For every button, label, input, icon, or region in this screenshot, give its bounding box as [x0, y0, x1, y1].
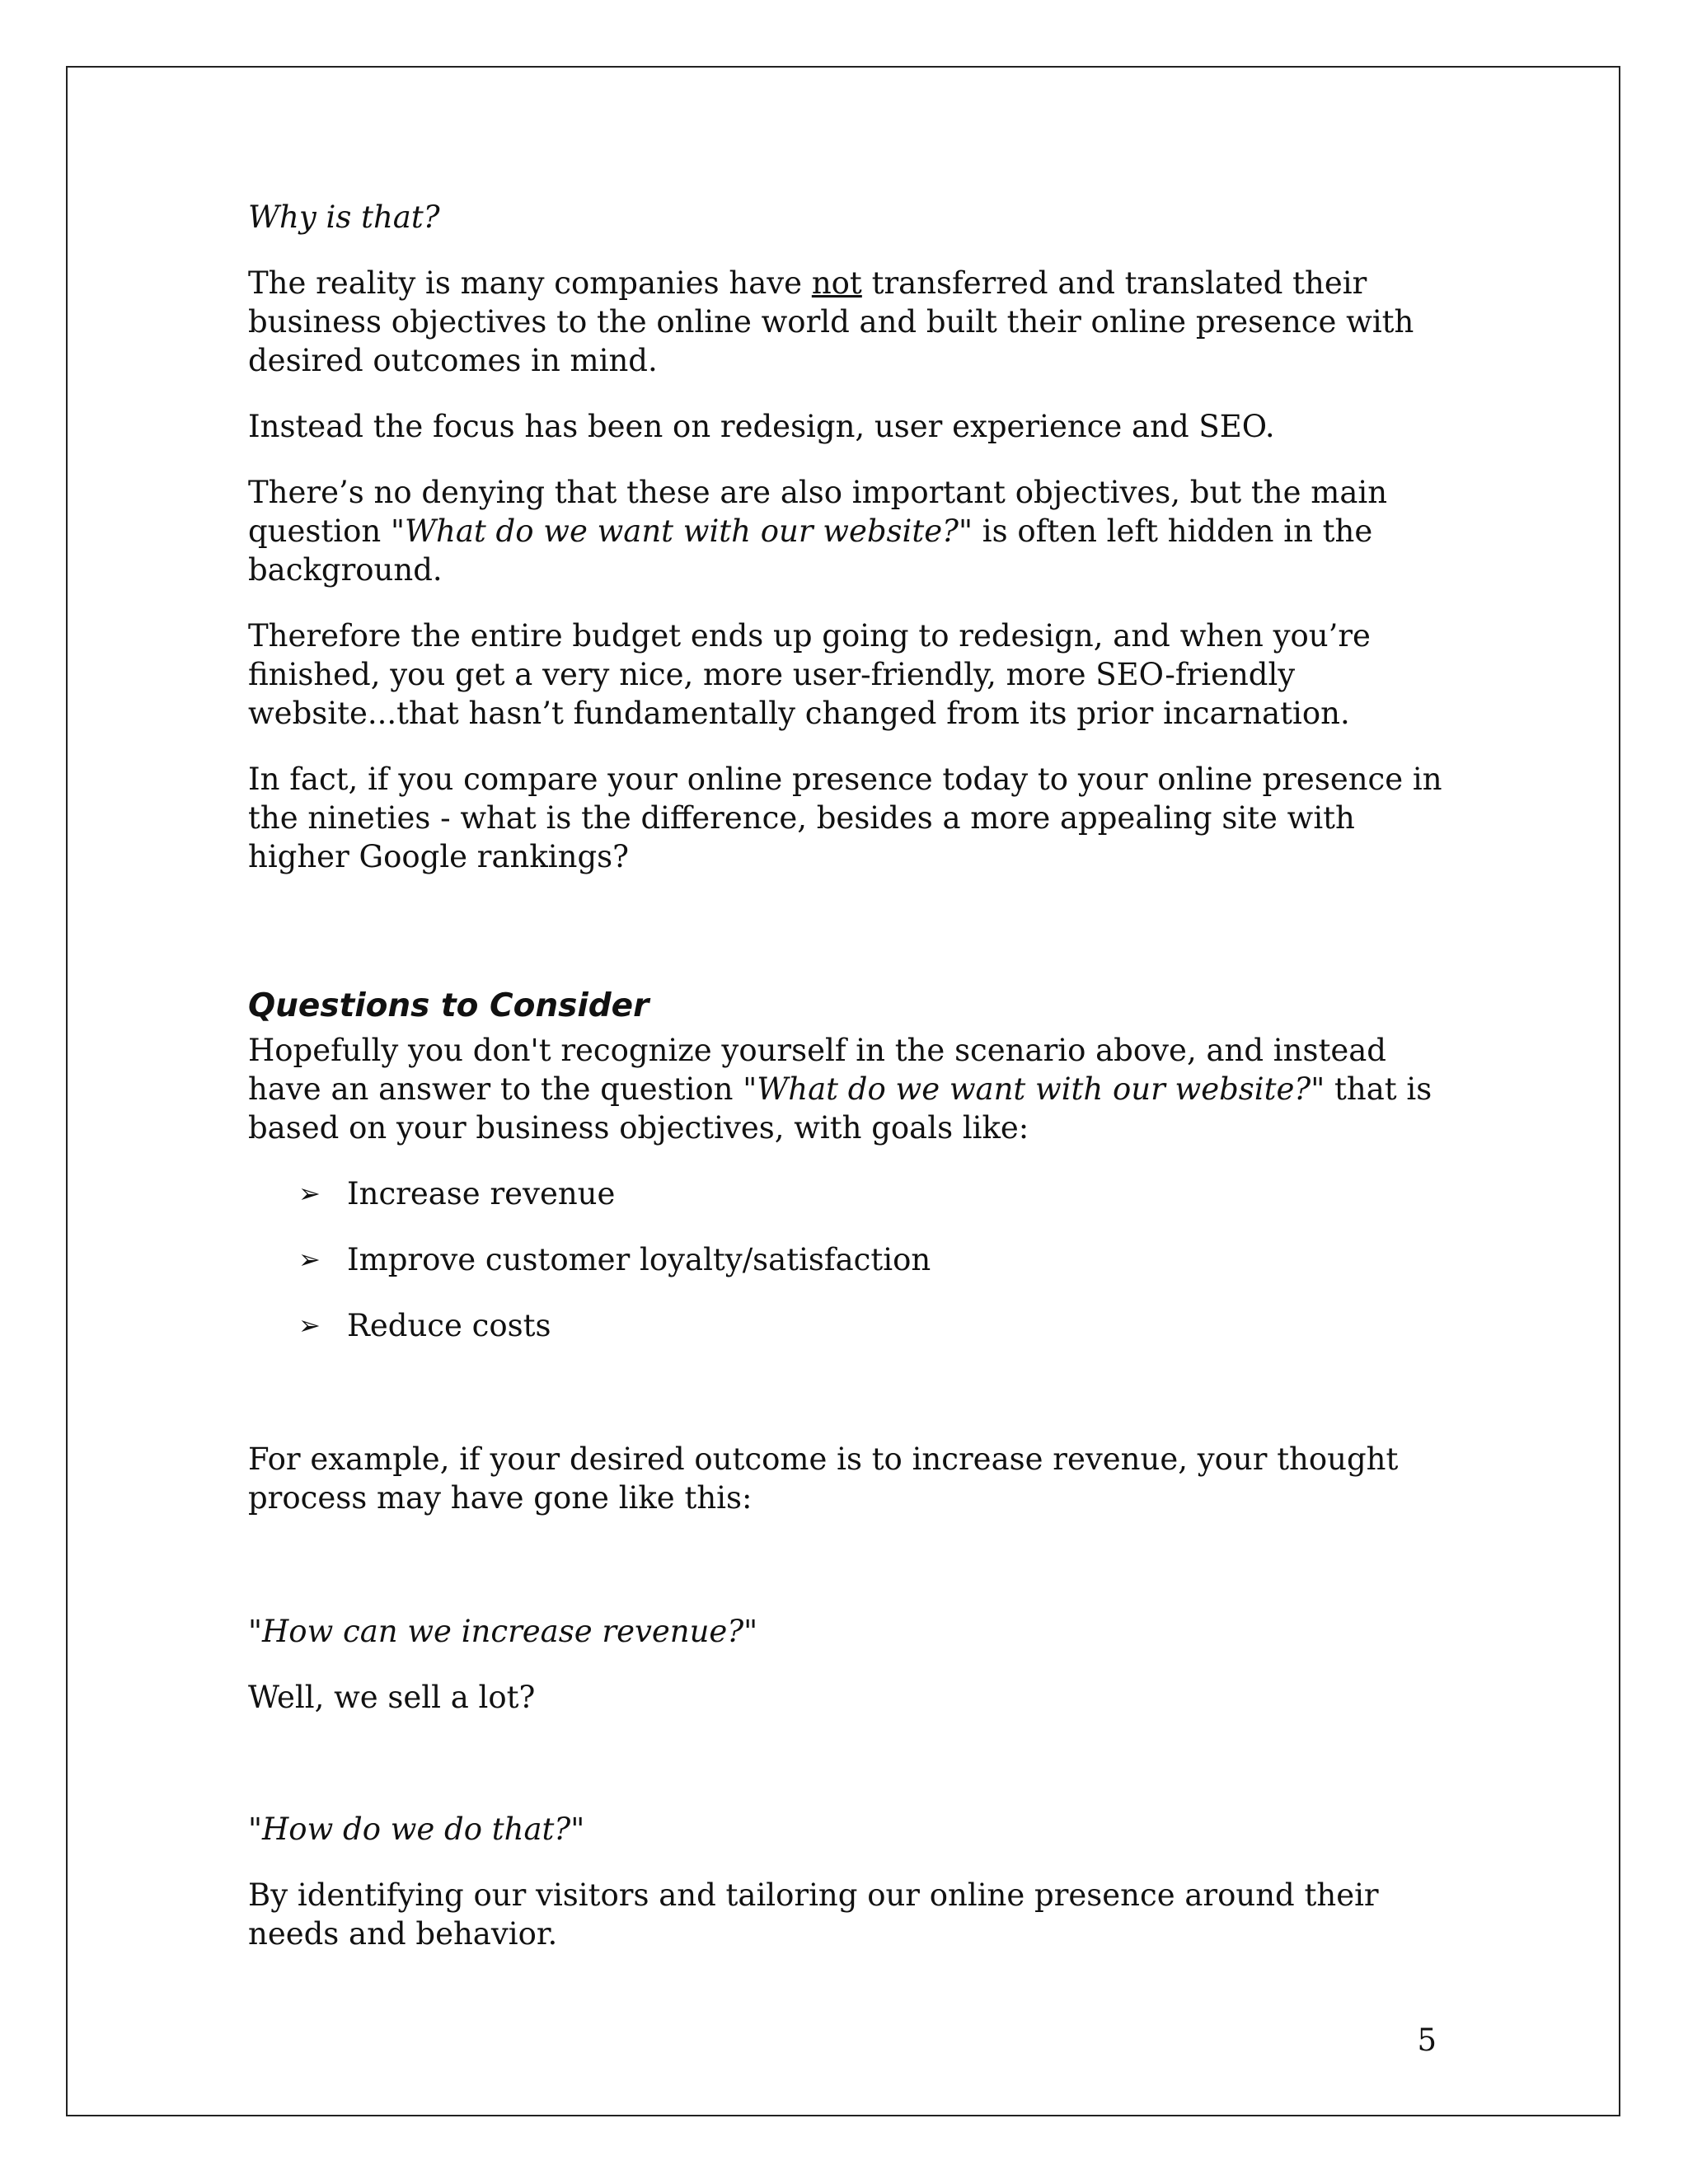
- list-item: [248, 1306, 1451, 1345]
- question-revenue: [248, 1612, 1451, 1651]
- paragraph-denying: [248, 473, 1451, 589]
- underlined-not: not: [811, 265, 862, 301]
- question-how-text: How do we do that?: [262, 1811, 571, 1847]
- paragraph-hopefully-end: " that is based on your business objectives, with goals like:: [248, 1071, 1432, 1146]
- paragraph-focus: Instead the focus has been on redesign, user experience and SEO.: [248, 409, 1275, 444]
- main-question-italic: What do we want with our website?: [405, 513, 959, 549]
- answer-sell: Well, we sell a lot?: [248, 1680, 536, 1715]
- paragraph-denying-end: " is often left hidden in the background.: [248, 513, 1373, 588]
- goal-label: Increase revenue: [347, 1176, 616, 1212]
- goal-label: Improve customer loyalty/satisfaction: [347, 1242, 931, 1277]
- question-italic: What do we want with our website?: [757, 1071, 1311, 1107]
- arrow-bullet-icon: ➢: [298, 1244, 321, 1275]
- intro-question: [248, 198, 1451, 237]
- document-body: [248, 198, 1451, 1980]
- list-item: [248, 1174, 1451, 1213]
- intro-question-text: Why is that?: [248, 199, 440, 235]
- paragraph-budget: Therefore the entire budget ends up going to redesign, and when you’re finished, you get a very nice, more user-friendly, more SEO-friendly website...that hasn’t fundamentally changed from its prior incarnation.: [248, 618, 1371, 731]
- goals-list: [248, 1174, 1451, 1345]
- goal-label: Reduce costs: [347, 1308, 551, 1343]
- arrow-bullet-icon: ➢: [298, 1310, 321, 1341]
- section-heading: Questions to Consider: [248, 987, 649, 1024]
- page-number: 5: [1417, 2022, 1437, 2058]
- paragraph-reality-end: transferred and translated their business objectives to the online world and built their online presence with desired outcomes in mind.: [248, 265, 1414, 378]
- paragraph-compare: In fact, if you compare your online presence today to your online presence in the nineties - what is the difference, besides a more appealing site with higher Google rankings?: [248, 762, 1442, 874]
- quote-open: ": [248, 1811, 263, 1847]
- paragraph-hopefully-start: Hopefully you don't recognize yourself in the scenario above, and instead have an answer to the question ": [248, 1033, 1386, 1107]
- quote-close: ": [743, 1614, 758, 1649]
- paragraph-hopefully: [248, 1031, 1451, 1147]
- paragraph-reality: [248, 264, 1451, 380]
- answer-identifying: By identifying our visitors and tailoring our online presence around their needs and behavior.: [248, 1877, 1379, 1952]
- question-revenue-text: How can we increase revenue?: [262, 1614, 744, 1649]
- paragraph-denying-start: There’s no denying that these are also important objectives, but the main question ": [248, 475, 1388, 549]
- quote-open: ": [248, 1614, 263, 1649]
- quote-close: ": [570, 1811, 585, 1847]
- paragraph-example: For example, if your desired outcome is to increase revenue, your thought process may have gone like this:: [248, 1441, 1399, 1516]
- question-how: [248, 1810, 1451, 1849]
- list-item: [248, 1240, 1451, 1279]
- arrow-bullet-icon: ➢: [298, 1178, 321, 1209]
- paragraph-reality-start: The reality is many companies have: [248, 265, 812, 301]
